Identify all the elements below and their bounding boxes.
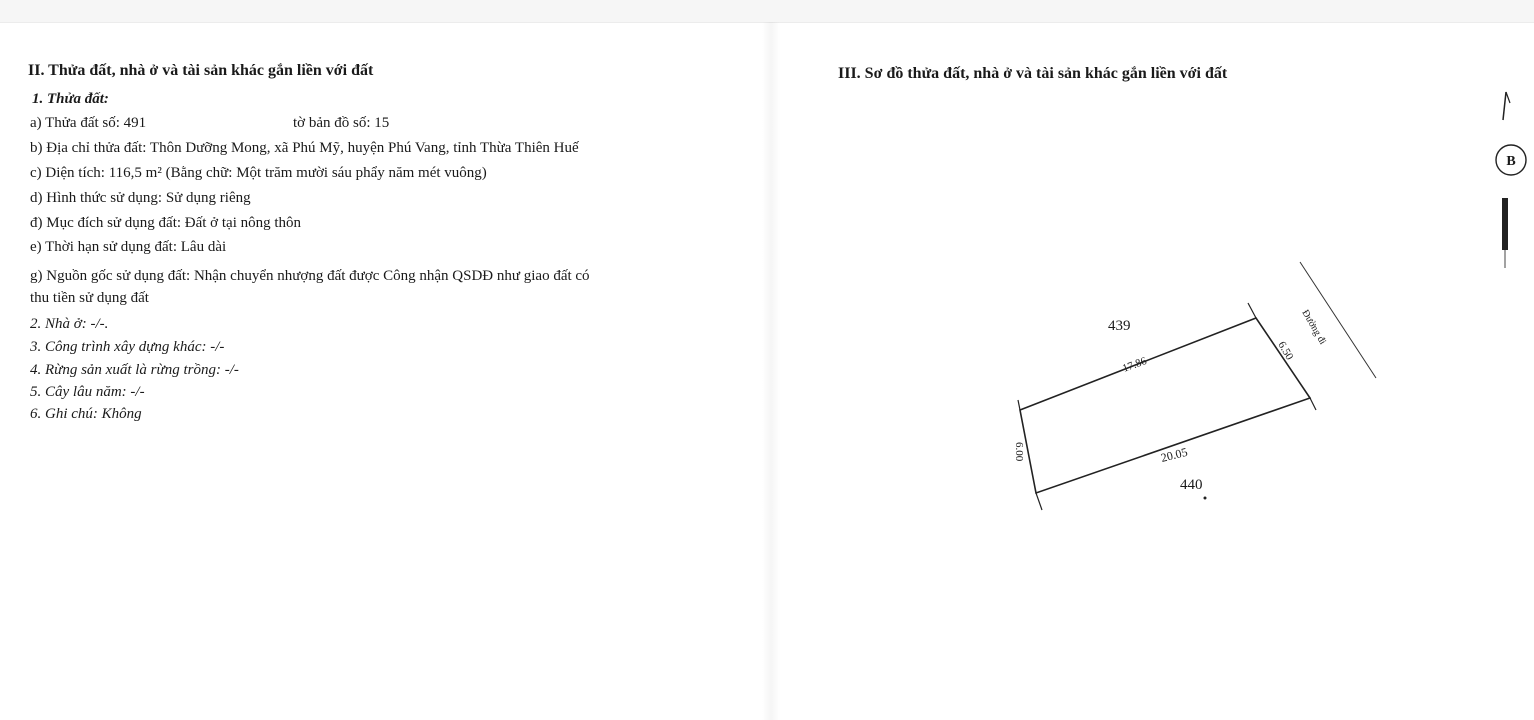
usage-term: e) Thời hạn sử dụng đất: Lâu dài [30, 239, 227, 255]
edge-length-top: 17.86 [1120, 355, 1149, 375]
section-title-land-property: II. Thửa đất, nhà ở và tài sản khác gắn liền với đất [28, 62, 374, 79]
edge-length-bottom: 20.05 [1159, 444, 1189, 465]
small-dot [1204, 497, 1207, 500]
neighbor-parcel-top: 439 [1108, 318, 1131, 334]
planted-forest: 4. Rừng sản xuất là rừng trồng: -/- [30, 362, 239, 378]
other-construction: 3. Công trình xây dựng khác: -/- [30, 339, 225, 355]
neighbor-parcel-bottom: 440 [1180, 477, 1203, 493]
land-number-text: a) Thửa đất số: 491 [30, 115, 147, 131]
usage-purpose: đ) Mục đích sử dụng đất: Đất ở tại nông thôn [30, 215, 302, 231]
land-area: c) Diện tích: 116,5 m² (Bằng chữ: Một trăm mười sáu phẩy năm mét vuông) [30, 165, 487, 181]
edge-length-left: 6.00 [1013, 442, 1025, 462]
map-sheet-text: tờ bản đồ số: 15 [293, 115, 390, 131]
usage-form: d) Hình thức sử dụng: Sử dụng riêng [30, 190, 251, 206]
road-label: Đường đi [1299, 308, 1329, 347]
land-address: b) Địa chỉ thửa đất: Thôn Dưỡng Mong, xã Phú Mỹ, huyện Phú Vang, tỉnh Thừa Thiên Huế [30, 140, 579, 156]
north-arrow-icon [1496, 92, 1526, 268]
north-arrow-shaft [1502, 198, 1508, 250]
parcel-outline [1020, 318, 1310, 493]
north-marker-label: B [1506, 154, 1516, 169]
land-origin-line-1: g) Nguồn gốc sử dụng đất: Nhận chuyển nhượng đất được Công nhận QSDĐ như giao đất có [30, 268, 590, 284]
edge-length-right: 6.50 [1275, 339, 1296, 363]
land-origin-line-2: thu tiền sử dụng đất [30, 290, 149, 306]
perennial-trees: 5. Cây lâu năm: -/- [30, 384, 145, 400]
notes: 6. Ghi chú: Không [30, 406, 142, 422]
subsection-land: 1. Thửa đất: [32, 91, 109, 107]
section-title-plot-diagram: III. Sơ đồ thửa đất, nhà ở và tài sản khác gắn liền với đất [838, 65, 1228, 82]
house-info: 2. Nhà ở: -/-. [30, 316, 109, 332]
